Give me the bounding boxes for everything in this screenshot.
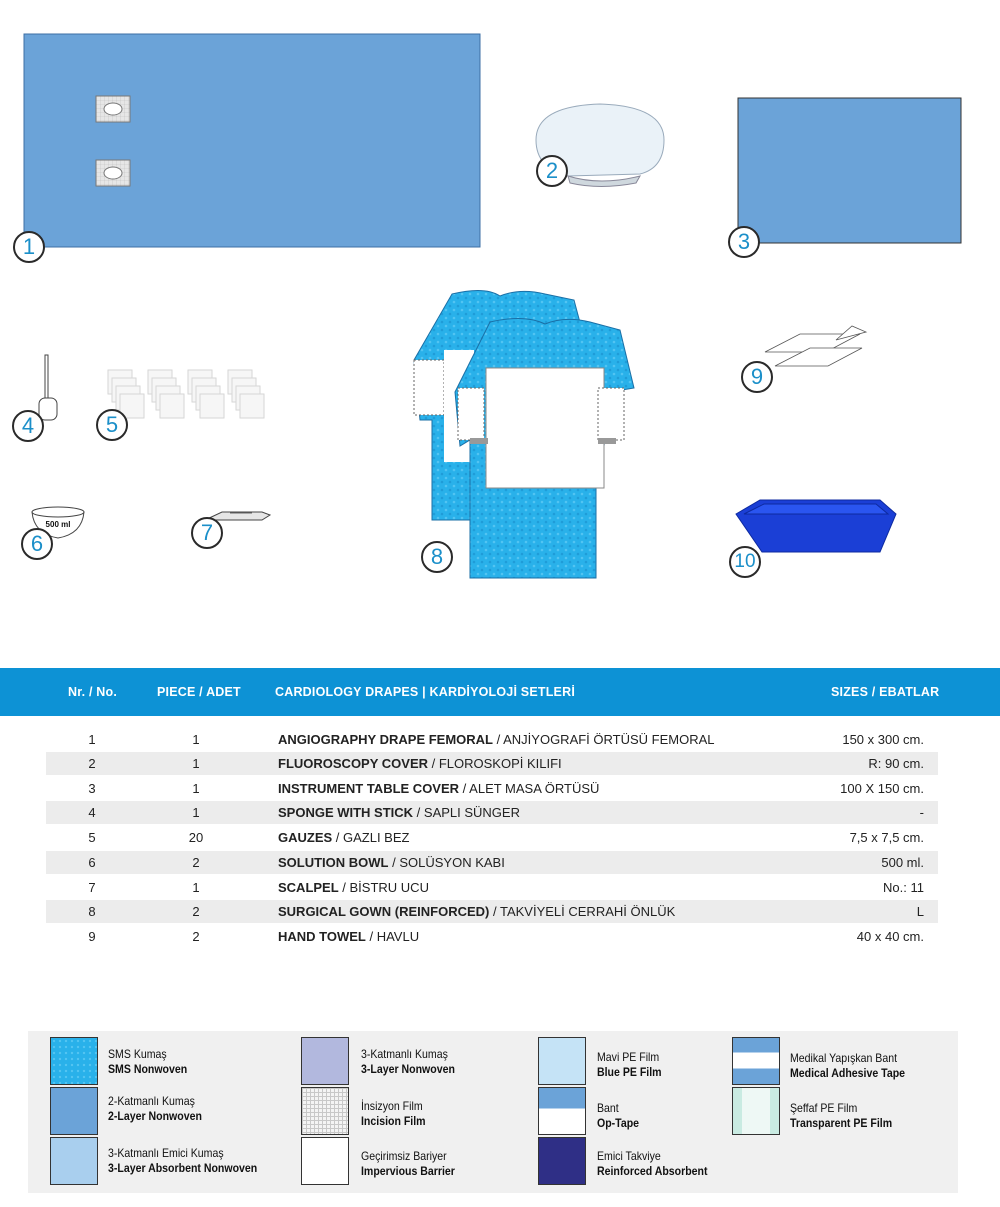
cell-size: No.: 11 [883, 880, 924, 895]
surgical-gown-illustration [414, 290, 634, 578]
cell-nr: 5 [88, 830, 96, 845]
cell-name: SCALPEL / BİSTRU UCU [278, 880, 429, 895]
impervious-barrier-swatch [301, 1137, 349, 1185]
cell-nr: 6 [88, 855, 96, 870]
item-badge-10: 10 [729, 546, 761, 578]
cell-name: GAUZES / GAZLI BEZ [278, 830, 410, 845]
item-badge-4: 4 [12, 410, 44, 442]
cell-nr: 9 [88, 929, 96, 944]
legend-op-tape: Bant Op-Tape [597, 1101, 640, 1130]
hand-towel-illustration [765, 326, 866, 366]
transparent-pe-film-swatch [732, 1087, 780, 1135]
legend-three-layer-absorbent: 3-Katmanlı Emici Kumaş 3-Layer Absorbent Nonwoven [108, 1146, 258, 1175]
header-name: CARDIOLOGY DRAPES | KARDİYOLOJİ SETLERİ [275, 685, 575, 699]
item-badge-7: 7 [191, 517, 223, 549]
table-row [46, 900, 938, 923]
three-layer-absorbent-swatch [50, 1137, 98, 1185]
legend-reinforced-absorbent: Emici Takviye Reinforced Absorbent [597, 1149, 708, 1178]
cell-size: - [919, 805, 924, 820]
cell-piece: 2 [192, 904, 200, 919]
cell-piece: 1 [192, 781, 200, 796]
cell-piece: 1 [192, 732, 200, 747]
cell-piece: 2 [192, 855, 200, 870]
table-header [0, 668, 1000, 716]
table-row [46, 925, 938, 948]
table-row [46, 826, 938, 849]
cell-name: HAND TOWEL / HAVLU [278, 929, 420, 944]
op-tape-swatch [538, 1087, 586, 1135]
material-legend [28, 1031, 958, 1193]
cell-size: 40 x 40 cm. [856, 929, 924, 944]
table-row [46, 801, 938, 824]
angiography-drape-illustration [24, 34, 480, 247]
kit-illustration [0, 0, 1000, 600]
cell-name: SURGICAL GOWN (REINFORCED) / TAKVİYELİ CERRAHİ ÖNLÜK [278, 904, 676, 919]
cell-name: ANGIOGRAPHY DRAPE FEMORAL / ANJİYOGRAFİ ÖRTÜSÜ FEMORAL [278, 732, 715, 747]
cell-size: 7,5 x 7,5 cm. [849, 830, 924, 845]
table-row [46, 876, 938, 899]
medical-adhesive-tape-swatch [732, 1037, 780, 1085]
legend-impervious-barrier: Geçirimsiz Bariyer Impervious Barrier [361, 1149, 455, 1178]
header-nr: Nr. / No. [68, 685, 118, 699]
cell-name: INSTRUMENT TABLE COVER / ALET MASA ÖRTÜSÜ [278, 781, 600, 796]
item-badge-8: 8 [421, 541, 453, 573]
table-row [46, 728, 938, 751]
cell-piece: 2 [192, 929, 200, 944]
item-badge-2: 2 [536, 155, 568, 187]
legend-two-layer: 2-Katmanlı Kumaş 2-Layer Nonwoven [108, 1094, 202, 1123]
legend-medical-adhesive-tape: Medikal Yapışkan Bant Medical Adhesive Tape [790, 1051, 906, 1080]
cell-piece: 1 [192, 756, 200, 771]
legend-incision-film: İnsizyon Film Incision Film [361, 1099, 426, 1128]
cell-size: 150 x 300 cm. [842, 732, 924, 747]
cell-nr: 4 [88, 805, 96, 820]
table-row [46, 777, 938, 800]
cell-name: SOLUTION BOWL / SOLÜSYON KABI [278, 855, 505, 870]
cell-size: L [916, 904, 924, 919]
cell-size: 100 X 150 cm. [840, 781, 924, 796]
basin-illustration [736, 500, 896, 552]
item-badge-1: 1 [13, 231, 45, 263]
incision-film-swatch [301, 1087, 349, 1135]
bowl-volume-label: 500 ml [45, 520, 71, 529]
cell-nr: 1 [88, 732, 96, 747]
header-size: SIZES / EBATLAR [831, 685, 940, 699]
cell-name: SPONGE WITH STICK / SAPLI SÜNGER [278, 805, 520, 820]
table-row [46, 752, 938, 775]
cell-nr: 2 [88, 756, 96, 771]
cell-nr: 8 [88, 904, 96, 919]
instrument-table-cover-illustration [738, 98, 961, 243]
sms-swatch [50, 1037, 98, 1085]
legend-three-layer: 3-Katmanlı Kumaş 3-Layer Nonwoven [361, 1047, 455, 1076]
cell-piece: 20 [188, 830, 204, 845]
cell-piece: 1 [192, 880, 200, 895]
gauzes-illustration [108, 370, 264, 418]
item-badge-6: 6 [21, 528, 53, 560]
legend-transparent-pe-film: Şeffaf PE Film Transparent PE Film [790, 1101, 893, 1130]
table-row [46, 851, 938, 874]
sponge-stick-illustration [39, 355, 57, 420]
item-badge-5: 5 [96, 409, 128, 441]
legend-sms: SMS Kumaş SMS Nonwoven [108, 1047, 188, 1076]
three-layer-swatch [301, 1037, 349, 1085]
reinforced-absorbent-swatch [538, 1137, 586, 1185]
legend-blue-pe-film: Mavi PE Film Blue PE Film [597, 1050, 662, 1079]
two-layer-swatch [50, 1087, 98, 1135]
cell-name: FLUOROSCOPY COVER / FLOROSKOPİ KILIFI [278, 756, 562, 771]
blue-pe-film-swatch [538, 1037, 586, 1085]
cell-piece: 1 [192, 805, 200, 820]
item-badge-9: 9 [741, 361, 773, 393]
item-badge-3: 3 [728, 226, 760, 258]
header-piece: PIECE / ADET [157, 685, 241, 699]
cell-size: 500 ml. [881, 855, 924, 870]
cell-nr: 7 [88, 880, 96, 895]
cell-nr: 3 [88, 781, 96, 796]
cell-size: R: 90 cm. [868, 756, 924, 771]
